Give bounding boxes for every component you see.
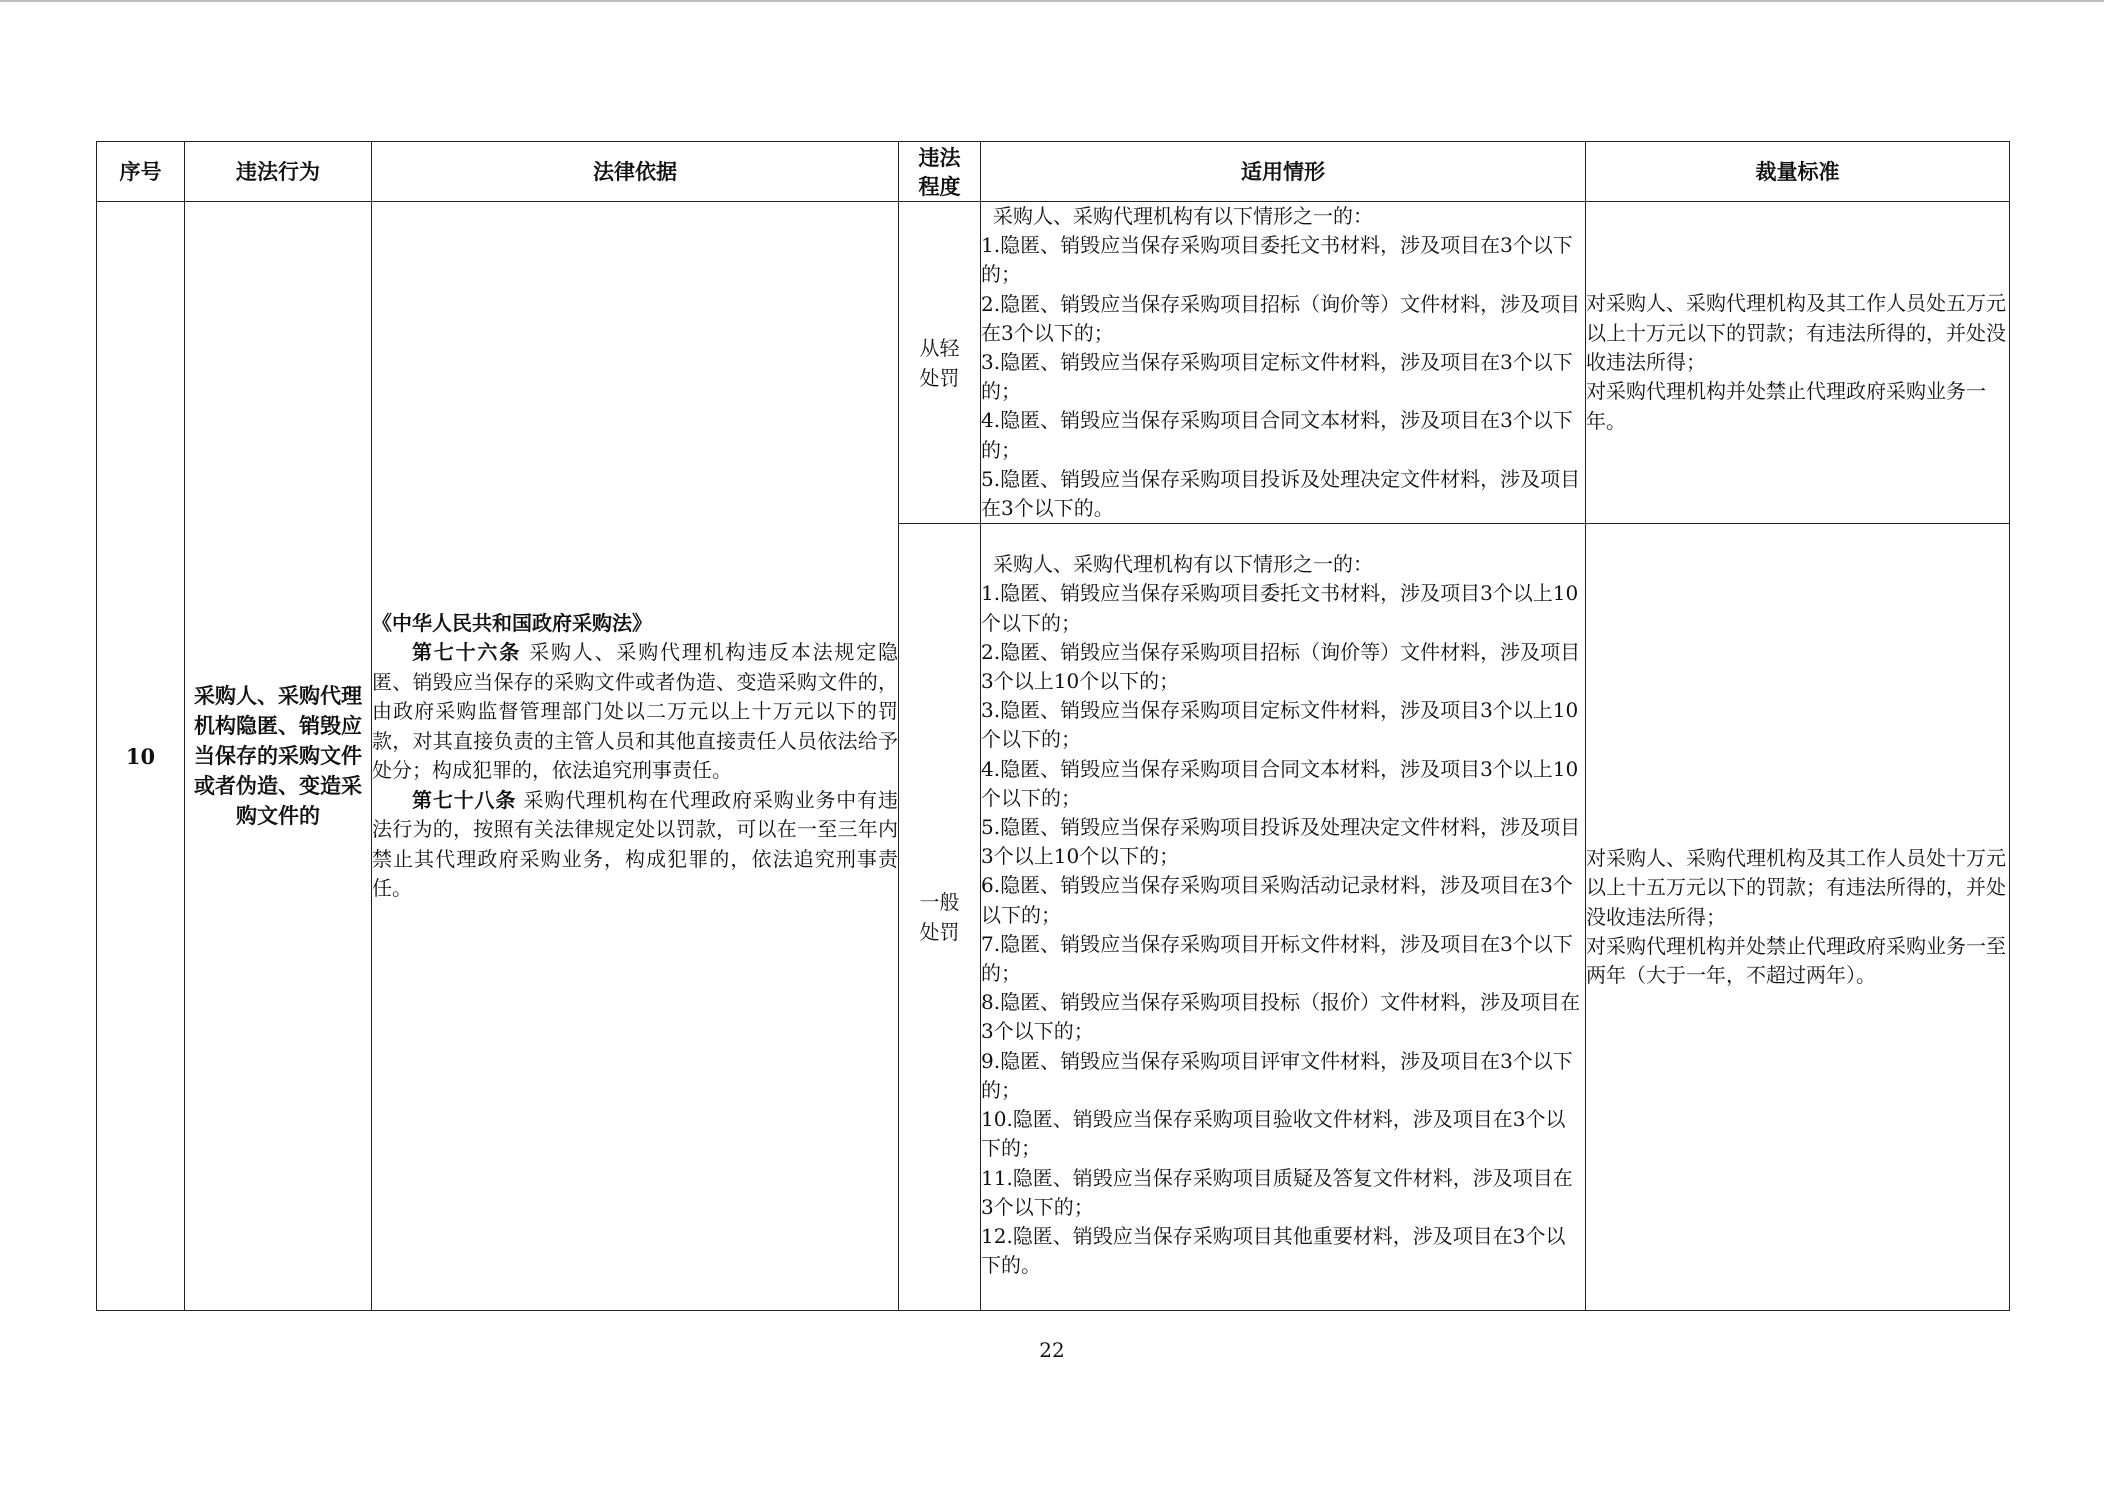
condition-item: 12.隐匿、销毁应当保存采购项目其他重要材料，涉及项目在3个以下的。 <box>981 1223 1566 1278</box>
article-78-label: 第七十八条 <box>412 787 517 812</box>
standard-light <box>1586 202 2010 524</box>
table-row-light <box>97 202 2010 524</box>
page-number: 22 <box>1039 1338 1065 1362</box>
degree-light <box>899 202 981 524</box>
article-78-text: 采购代理机构在代理政府采购业务中有违法行为的，按照有关法律规定处以罚款，可以在一至三年内禁止其代理政府采购业务，构成犯罪的，依法追究刑事责任。 <box>372 787 899 901</box>
standard-general-fine: 对采购人、采购代理机构及其工作人员处十万元以上十五万元以下的罚款；有违法所得的，并处没收违法所得； <box>1586 845 2006 929</box>
condition-item: 3.隐匿、销毁应当保存采购项目定标文件材料，涉及项目3个以上10个以下的； <box>981 698 1579 752</box>
condition-item: 5.隐匿、销毁应当保存采购项目投诉及处理决定文件材料，涉及项目3个以上10个以下的； <box>981 815 1581 869</box>
condition-item: 4.隐匿、销毁应当保存采购项目合同文本材料，涉及项目3个以上10个以下的； <box>981 756 1579 810</box>
legal-basis <box>372 202 899 1311</box>
condition-item: 7.隐匿、销毁应当保存采购项目开标文件材料，涉及项目在3个以下的； <box>981 931 1573 986</box>
table-header-row <box>97 142 2010 202</box>
page-top-border <box>0 0 2104 2</box>
condition-light <box>981 202 1586 524</box>
condition-item: 9.隐匿、销毁应当保存采购项目评审文件材料，涉及项目在3个以下的； <box>981 1048 1573 1102</box>
article-76 <box>372 638 898 786</box>
condition-item: 8.隐匿、销毁应当保存采购项目投标（报价）文件材料，涉及项目在3个以下的； <box>981 990 1581 1044</box>
condition-general-lead: 采购人、采购代理机构有以下情形之一的： <box>993 552 1373 577</box>
condition-general <box>981 524 1586 1311</box>
standard-light-ban: 对采购代理机构并处禁止代理政府采购业务一年。 <box>1586 379 1986 433</box>
row-number: 10 <box>97 202 185 1311</box>
header-standard: 裁量标准 <box>1586 142 2010 202</box>
condition-item: 2.隐匿、销毁应当保存采购项目招标（询价等）文件材料，涉及项目在3个以下的； <box>981 291 1581 345</box>
article-78 <box>372 786 898 904</box>
header-condition: 适用情形 <box>981 142 1586 202</box>
condition-item: 2.隐匿、销毁应当保存采购项目招标（询价等）文件材料，涉及项目3个以上10个以下的； <box>981 639 1581 694</box>
condition-item: 6.隐匿、销毁应当保存采购项目采购活动记录材料，涉及项目在3个以下的； <box>981 873 1573 927</box>
law-title: 《中华人民共和国政府采购法》 <box>372 610 652 635</box>
condition-light-list <box>981 231 1585 523</box>
condition-item: 1.隐匿、销毁应当保存采购项目委托文书材料，涉及项目在3个以下的； <box>981 233 1573 287</box>
condition-item: 1.隐匿、销毁应当保存采购项目委托文书材料，涉及项目3个以上10个以下的； <box>981 581 1579 635</box>
degree-general-text: 一般处罚 <box>919 890 960 945</box>
condition-item: 4.隐匿、销毁应当保存采购项目合同文本材料，涉及项目在3个以下的； <box>981 408 1573 462</box>
condition-item: 3.隐匿、销毁应当保存采购项目定标文件材料，涉及项目在3个以下的； <box>981 350 1573 404</box>
degree-general <box>899 524 981 1311</box>
condition-item: 10.隐匿、销毁应当保存采购项目验收文件材料，涉及项目在3个以下的； <box>981 1107 1566 1161</box>
header-degree <box>899 142 981 202</box>
condition-light-lead: 采购人、采购代理机构有以下情形之一的： <box>993 204 1373 228</box>
condition-item: 11.隐匿、销毁应当保存采购项目质疑及答复文件材料，涉及项目在3个以下的； <box>981 1165 1573 1219</box>
standard-general-ban: 对采购代理机构并处禁止代理政府采购业务一至两年（大于一年，不超过两年）。 <box>1586 933 2006 988</box>
condition-general-list <box>981 579 1585 1280</box>
header-degree-text: 违法程度 <box>918 144 961 199</box>
condition-item: 5.隐匿、销毁应当保存采购项目投诉及处理决定文件材料，涉及项目在3个以下的。 <box>981 466 1581 521</box>
article-76-label: 第七十六条 <box>412 640 522 665</box>
standard-general <box>1586 524 2010 1311</box>
header-basis: 法律依据 <box>372 142 899 202</box>
violation-act: 采购人、采购代理机构隐匿、销毁应当保存的采购文件或者伪造、变造采购文件的 <box>185 202 372 1311</box>
header-act: 违法行为 <box>185 142 372 202</box>
header-no: 序号 <box>97 142 185 202</box>
standard-light-fine: 对采购人、采购代理机构及其工作人员处五万元以上十万元以下的罚款；有违法所得的，并处没收违法所得； <box>1586 291 2006 374</box>
penalty-table <box>96 141 2010 1311</box>
article-76-text: 采购人、采购代理机构违反本法规定隐匿、销毁应当保存的采购文件或者伪造、变造采购文件的，由政府采购监督管理部门处以二万元以上十万元以下的罚款，对其直接负责的主管人员和其他直接责任人员依法给予处分；构成犯罪的，依法追究刑事责任。 <box>372 640 899 783</box>
degree-light-text: 从轻处罚 <box>919 335 960 390</box>
